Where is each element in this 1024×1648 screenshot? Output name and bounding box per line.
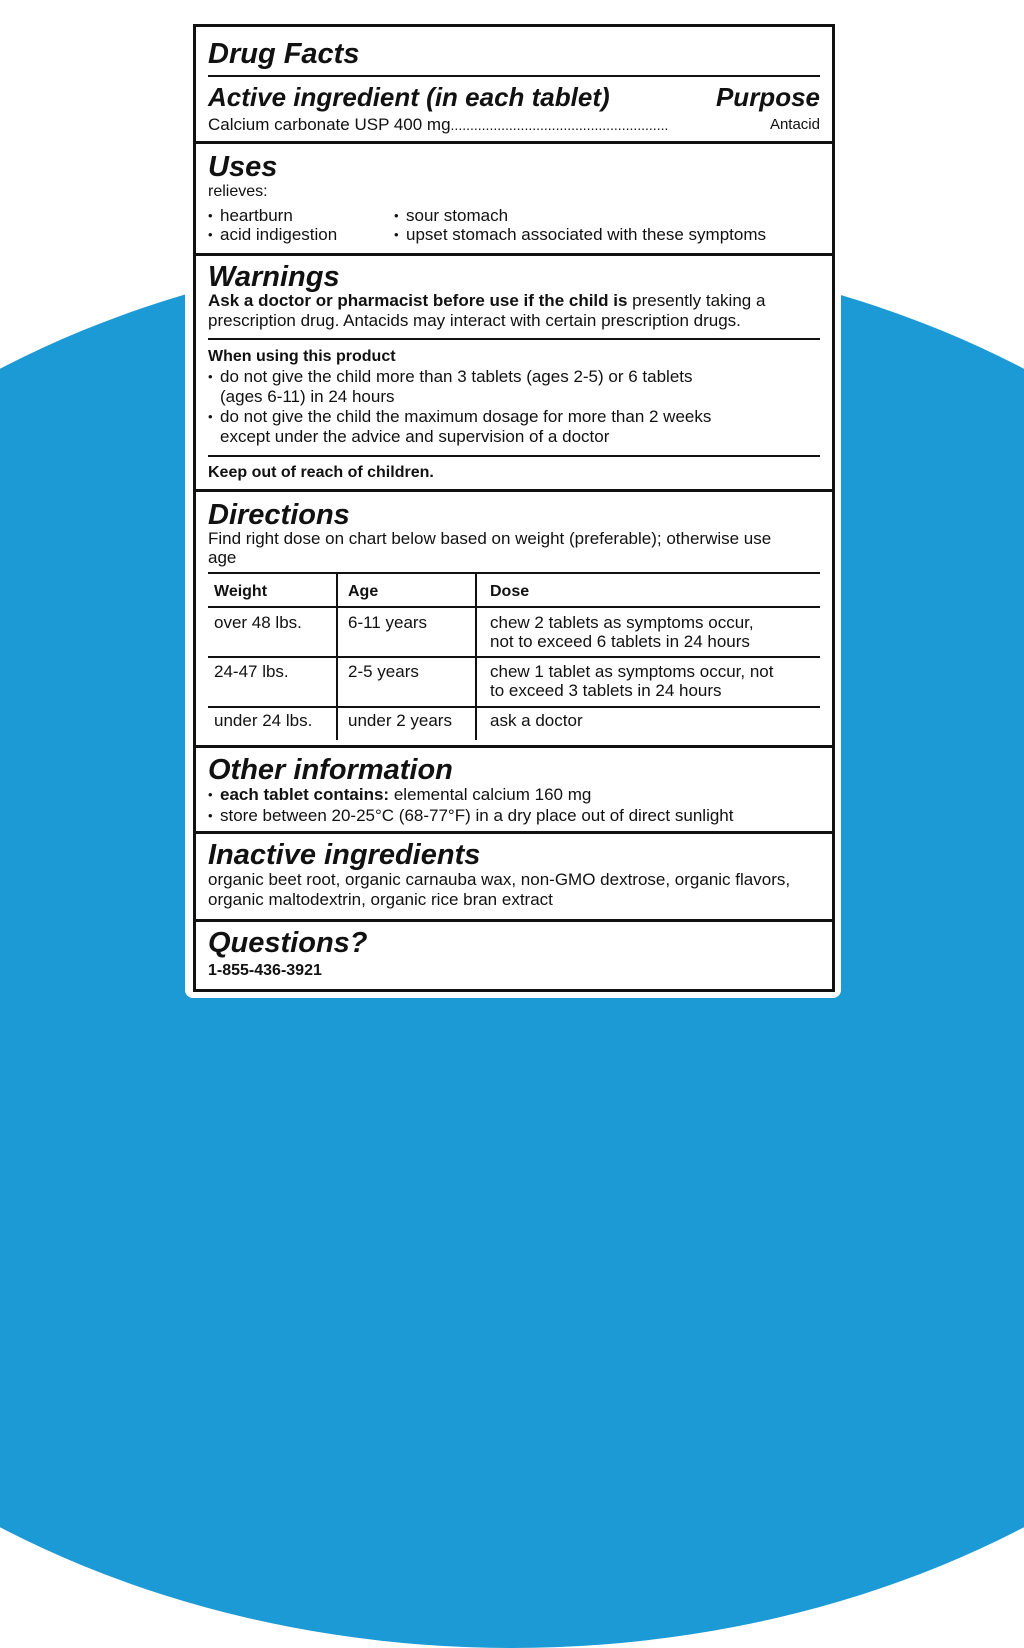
drug-facts-panel [193, 24, 835, 992]
row-1-age: 6-11 years [348, 613, 428, 632]
row-3-dose-line-1: ask a doctor [490, 711, 583, 730]
ask-doctor-bold: Ask a doctor or pharmacist before use if the child is [208, 291, 628, 310]
ingredient-name: Calcium carbonate USP 400 mg [208, 115, 451, 134]
when-item-2-line-2: except under the advice and supervision of a doctor [220, 427, 610, 446]
table-rule [208, 572, 820, 574]
row-1-dose-line-1: chew 2 tablets as symptoms occur, [490, 613, 754, 632]
title-rule [208, 75, 820, 77]
table-rule [208, 656, 820, 658]
use-item: • acid indigestion [220, 225, 337, 245]
table-rule [208, 606, 820, 608]
other-item-2: • store between 20-25°C (68-77°F) in a dry place out of direct sunlight [220, 806, 733, 826]
warnings-rule [208, 455, 820, 457]
section-divider [196, 831, 832, 834]
row-2-dose-line-2: to exceed 3 tablets in 24 hours [490, 681, 722, 700]
when-item-2-line-1: • do not give the child the maximum dosage for more than 2 weeks [220, 407, 711, 427]
row-3-age: under 2 years [348, 711, 452, 730]
row-3-weight: under 24 lbs. [214, 711, 313, 730]
row-2-weight: 24-47 lbs. [214, 662, 289, 681]
tablet-contains-value: elemental calcium 160 mg [389, 785, 592, 804]
directions-intro-line-1: Find right dose on chart below based on weight (preferable); otherwise use [208, 529, 772, 548]
column-header-age: Age [348, 583, 379, 600]
section-divider [196, 141, 832, 144]
warnings-rule [208, 338, 820, 340]
column-header-dose: Dose [490, 583, 530, 600]
dosage-table [208, 572, 820, 736]
phone-number[interactable]: 1-855-436-3921 [208, 962, 322, 979]
ask-doctor-line-2: prescription drug. Antacids may interact with certain prescription drugs. [208, 311, 741, 330]
other-item-1 [220, 785, 591, 805]
row-1-weight: over 48 lbs. [214, 613, 302, 632]
table-rule [208, 706, 820, 708]
row-2-age: 2-5 years [348, 662, 419, 681]
when-item-1-line-1: • do not give the child more than 3 tablets (ages 2-5) or 6 tablets [220, 367, 693, 387]
directions-heading: Directions [208, 499, 350, 531]
warnings-heading: Warnings [208, 261, 340, 293]
uses-heading: Uses [208, 151, 278, 183]
table-column-rule [475, 572, 477, 740]
tablet-contains-label: each tablet contains: [220, 785, 390, 804]
active-ingredient-heading: Active ingredient (in each tablet) [208, 82, 610, 112]
column-header-weight: Weight [214, 583, 268, 600]
row-1-dose-line-2: not to exceed 6 tablets in 24 hours [490, 632, 750, 651]
uses-intro: relieves: [208, 183, 268, 200]
use-item: • sour stomach [406, 206, 508, 226]
when-item-1-line-2: (ages 6-11) in 24 hours [220, 387, 395, 406]
inactive-line-1: organic beet root, organic carnauba wax, non-GMO dextrose, organic flavors, [208, 870, 791, 889]
section-divider [196, 253, 832, 256]
active-ingredient [208, 115, 668, 135]
when-using-heading: When using this product [208, 348, 396, 365]
purpose-value: Antacid [769, 116, 820, 133]
use-item: • heartburn [220, 206, 293, 226]
use-item: • upset stomach associated with these symptoms [406, 225, 766, 245]
table-column-rule [336, 572, 338, 740]
section-divider [196, 919, 832, 922]
row-2-dose-line-1: chew 1 tablet as symptoms occur, not [490, 662, 774, 681]
dot-leader: ........................................................ [450, 117, 669, 133]
other-information-heading: Other information [208, 754, 453, 786]
drug-facts-title: Drug Facts [208, 38, 360, 70]
questions-heading: Questions? [208, 927, 368, 959]
purpose-heading: Purpose [715, 82, 820, 112]
inactive-line-2: organic maltodextrin, organic rice bran extract [208, 890, 553, 909]
directions-intro-line-2: age [208, 548, 237, 567]
section-divider [196, 745, 832, 748]
ask-doctor-line-1 [208, 291, 765, 311]
section-divider [196, 489, 832, 492]
inactive-ingredients-heading: Inactive ingredients [208, 839, 481, 871]
ask-doctor-rest: presently taking a [627, 291, 766, 310]
keep-out-of-reach: Keep out of reach of children. [208, 464, 434, 481]
